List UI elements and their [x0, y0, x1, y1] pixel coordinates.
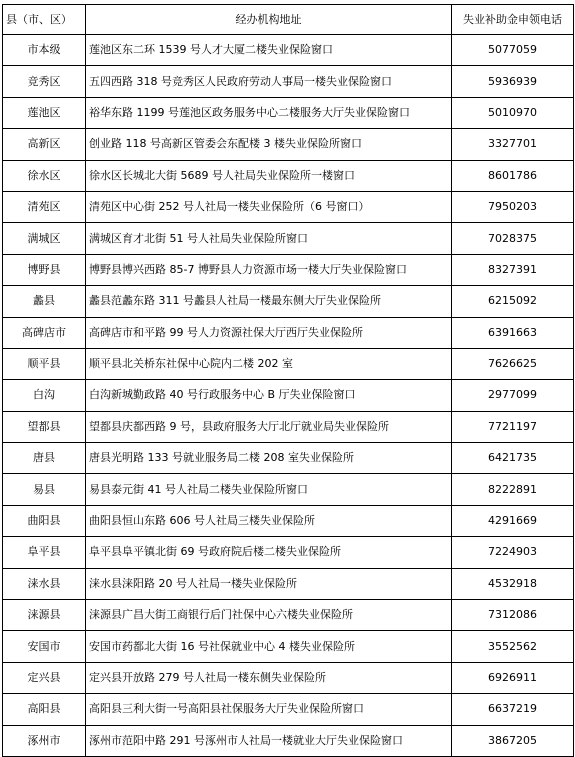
table-row — [3, 160, 574, 191]
county-cell: 望都县 — [3, 411, 86, 442]
header-county: 县（市、区） — [3, 5, 86, 35]
address-cell: 创业路 118 号高新区管委会东配楼 3 楼失业保险所窗口 — [86, 129, 452, 160]
county-cell: 徐水区 — [3, 160, 86, 191]
phone-cell: 7312086 — [452, 600, 574, 631]
table-row — [3, 97, 574, 128]
address-cell: 蠡县范蠡东路 311 号蠡县人社局一楼最东侧大厅失业保险所 — [86, 286, 452, 317]
county-cell: 竞秀区 — [3, 66, 86, 97]
county-cell: 安国市 — [3, 631, 86, 662]
table-row — [3, 35, 574, 66]
county-cell: 涞源县 — [3, 600, 86, 631]
county-cell: 白沟 — [3, 380, 86, 411]
header-phone: 失业补助金申领电话 — [452, 5, 574, 35]
table-row — [3, 600, 574, 631]
address-cell: 高碑店市和平路 99 号人力资源社保大厅西厅失业保险所 — [86, 317, 452, 348]
county-cell: 蠡县 — [3, 286, 86, 317]
address-cell: 易县泰元街 41 号人社局二楼失业保险所窗口 — [86, 474, 452, 505]
phone-cell: 5936939 — [452, 66, 574, 97]
address-cell: 徐水区长城北大街 5689 号人社局失业保险所一楼窗口 — [86, 160, 452, 191]
phone-cell: 7950203 — [452, 191, 574, 222]
table-row — [3, 129, 574, 160]
address-cell: 阜平县阜平镇北街 69 号政府院后楼二楼失业保险所 — [86, 537, 452, 568]
county-cell: 定兴县 — [3, 662, 86, 693]
table-row — [3, 66, 574, 97]
address-cell: 曲阳县恒山东路 606 号人社局三楼失业保险所 — [86, 505, 452, 536]
table-row — [3, 694, 574, 725]
phone-cell: 3327701 — [452, 129, 574, 160]
unemployment-office-table — [2, 4, 574, 757]
table-row — [3, 191, 574, 222]
county-cell: 阜平县 — [3, 537, 86, 568]
county-cell: 市本级 — [3, 35, 86, 66]
phone-cell: 8601786 — [452, 160, 574, 191]
address-cell: 涞水县涞阳路 20 号人社局一楼失业保险所 — [86, 568, 452, 599]
table-row — [3, 537, 574, 568]
county-cell: 顺平县 — [3, 348, 86, 379]
address-cell: 白沟新城勤政路 40 号行政服务中心 B 厅失业保险窗口 — [86, 380, 452, 411]
address-cell: 涿州市范阳中路 291 号涿州市人社局一楼就业大厅失业保险窗口 — [86, 725, 452, 756]
county-cell: 博野县 — [3, 254, 86, 285]
phone-cell: 4291669 — [452, 505, 574, 536]
header-address: 经办机构地址 — [86, 5, 452, 35]
phone-cell: 6637219 — [452, 694, 574, 725]
table-row — [3, 443, 574, 474]
table-row — [3, 380, 574, 411]
county-cell: 清苑区 — [3, 191, 86, 222]
phone-cell: 3552562 — [452, 631, 574, 662]
county-cell: 涞水县 — [3, 568, 86, 599]
phone-cell: 8327391 — [452, 254, 574, 285]
county-cell: 高碑店市 — [3, 317, 86, 348]
address-cell: 高阳县三利大街一号高阳县社保服务大厅失业保险所窗口 — [86, 694, 452, 725]
table-row — [3, 568, 574, 599]
phone-cell: 5010970 — [452, 97, 574, 128]
table-row — [3, 348, 574, 379]
county-cell: 高新区 — [3, 129, 86, 160]
address-cell: 博野县博兴西路 85-7 博野县人力资源市场一楼大厅失业保险窗口 — [86, 254, 452, 285]
table-body — [3, 35, 574, 757]
table-row — [3, 411, 574, 442]
phone-cell: 6215092 — [452, 286, 574, 317]
county-cell: 高阳县 — [3, 694, 86, 725]
phone-cell: 3867205 — [452, 725, 574, 756]
table-row — [3, 286, 574, 317]
phone-cell: 7626625 — [452, 348, 574, 379]
county-cell: 曲阳县 — [3, 505, 86, 536]
phone-cell: 6421735 — [452, 443, 574, 474]
table-row — [3, 254, 574, 285]
table-row — [3, 474, 574, 505]
table-row — [3, 223, 574, 254]
table-row — [3, 631, 574, 662]
address-cell: 安国市药都北大街 16 号社保就业中心 4 楼失业保险所 — [86, 631, 452, 662]
table-header-row — [3, 5, 574, 35]
address-cell: 裕华东路 1199 号莲池区政务服务中心二楼服务大厅失业保险窗口 — [86, 97, 452, 128]
address-cell: 定兴县开放路 279 号人社局一楼东侧失业保险所 — [86, 662, 452, 693]
phone-cell: 7224903 — [452, 537, 574, 568]
address-cell: 莲池区东二环 1539 号人才大厦二楼失业保险窗口 — [86, 35, 452, 66]
address-cell: 唐县光明路 133 号就业服务局二楼 208 室失业保险所 — [86, 443, 452, 474]
phone-cell: 5077059 — [452, 35, 574, 66]
phone-cell: 2977099 — [452, 380, 574, 411]
phone-cell: 7028375 — [452, 223, 574, 254]
address-cell: 涞源县广昌大街工商银行后门社保中心六楼失业保险所 — [86, 600, 452, 631]
county-cell: 唐县 — [3, 443, 86, 474]
table-row — [3, 725, 574, 756]
table-row — [3, 505, 574, 536]
address-cell: 清苑区中心街 252 号人社局一楼失业保险所（6 号窗口） — [86, 191, 452, 222]
phone-cell: 6391663 — [452, 317, 574, 348]
table-row — [3, 317, 574, 348]
county-cell: 易县 — [3, 474, 86, 505]
county-cell: 莲池区 — [3, 97, 86, 128]
address-cell: 五四西路 318 号竞秀区人民政府劳动人事局一楼失业保险窗口 — [86, 66, 452, 97]
address-cell: 望都县庆都西路 9 号，县政府服务大厅北厅就业局失业保险所 — [86, 411, 452, 442]
phone-cell: 7721197 — [452, 411, 574, 442]
phone-cell: 6926911 — [452, 662, 574, 693]
address-cell: 满城区育才北街 51 号人社局失业保险所窗口 — [86, 223, 452, 254]
county-cell: 满城区 — [3, 223, 86, 254]
phone-cell: 8222891 — [452, 474, 574, 505]
address-cell: 顺平县北关桥东社保中心院内二楼 202 室 — [86, 348, 452, 379]
phone-cell: 4532918 — [452, 568, 574, 599]
table-row — [3, 662, 574, 693]
county-cell: 涿州市 — [3, 725, 86, 756]
